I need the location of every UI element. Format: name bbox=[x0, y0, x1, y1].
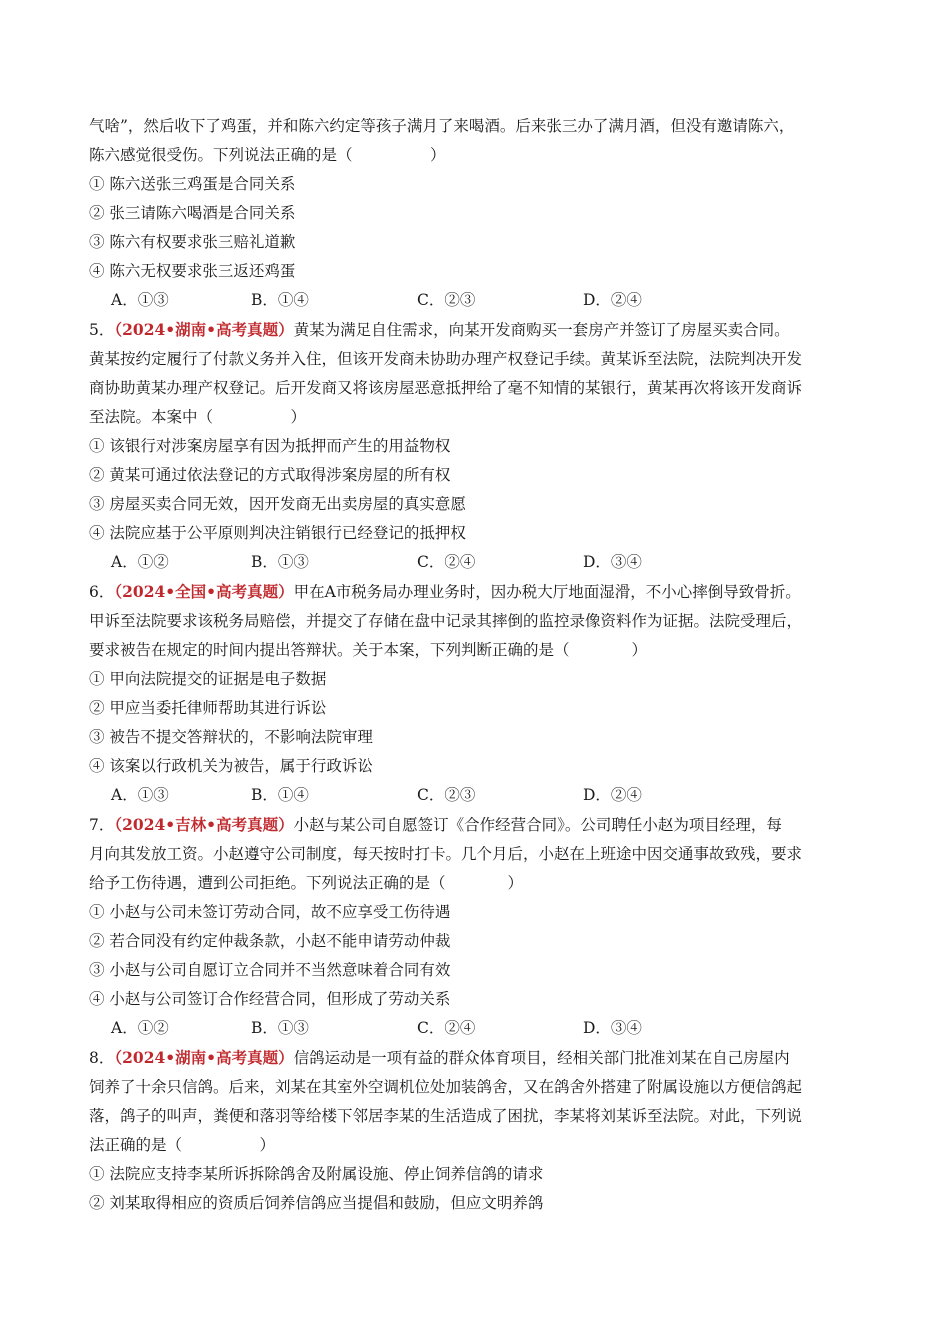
statement-item: ② 甲应当委托律师帮助其进行诉讼 bbox=[89, 699, 327, 717]
option-b[interactable]: B．①③ bbox=[251, 1019, 309, 1037]
question-number: 7． bbox=[89, 816, 115, 834]
answer-options bbox=[89, 286, 869, 315]
option-d[interactable]: D．③④ bbox=[583, 1019, 642, 1037]
question-stem-line: 法正确的是（ ） bbox=[89, 1136, 276, 1154]
question-stem-line: 气啥”，然后收下了鸡蛋，并和陈六约定等孩子满月了来喝酒。后来张三办了满月酒，但没有邀请陈六， bbox=[89, 117, 795, 135]
question-6 bbox=[89, 577, 869, 810]
statement-item: ③ 被告不提交答辩状的，不影响法院审理 bbox=[89, 728, 373, 746]
question-stem-first: 小赵与某公司自愿签订《合作经营合同》。公司聘任小赵为项目经理，每 bbox=[293, 816, 782, 834]
answer-options bbox=[89, 548, 869, 577]
statement-item: ③ 房屋买卖合同无效，因开发商无出卖房屋的真实意愿 bbox=[89, 495, 466, 513]
question-stem-line: 落，鸽子的叫声，粪便和落羽等给楼下邻居李某的生活造成了困扰，李某将刘某诉至法院。对此，下列说 bbox=[89, 1107, 803, 1125]
question-stem-first: 信鸽运动是一项有益的群众体育项目，经相关部门批准刘某在自己房屋内 bbox=[293, 1049, 790, 1067]
question-head bbox=[89, 1043, 869, 1073]
question-head bbox=[89, 315, 869, 345]
option-c[interactable]: C．②④ bbox=[417, 553, 476, 571]
option-c[interactable]: C．②④ bbox=[417, 1019, 476, 1037]
source-tag: （2024•吉林•高考真题） bbox=[114, 815, 294, 834]
option-d[interactable]: D．②④ bbox=[583, 291, 642, 309]
statement-item: ① 该银行对涉案房屋享有因为抵押而产生的用益物权 bbox=[89, 437, 451, 455]
option-d[interactable]: D．②④ bbox=[583, 786, 642, 804]
statement-item: ④ 小赵与公司签订合作经营合同，但形成了劳动关系 bbox=[89, 990, 451, 1008]
source-tag: （2024•全国•高考真题） bbox=[114, 582, 294, 601]
option-a[interactable]: A．①② bbox=[111, 1019, 169, 1037]
option-b[interactable]: B．①④ bbox=[251, 786, 309, 804]
option-c[interactable]: C．②③ bbox=[417, 786, 476, 804]
statement-item: ② 张三请陈六喝酒是合同关系 bbox=[89, 204, 296, 222]
statement-item: ② 刘某取得相应的资质后饲养信鸽应当提倡和鼓励，但应文明养鸽 bbox=[89, 1194, 544, 1212]
question-head bbox=[89, 577, 869, 607]
question-stem-line: 甲诉至法院要求该税务局赔偿，并提交了存储在盘中记录其摔倒的监控录像资料作为证据。法院受理后， bbox=[89, 612, 803, 630]
question-stem-line: 至法院。本案中（ ） bbox=[89, 408, 307, 426]
question-head bbox=[89, 810, 869, 840]
source-tag: （2024•湖南•高考真题） bbox=[114, 1048, 294, 1067]
question-number: 8． bbox=[89, 1049, 115, 1067]
option-b[interactable]: B．①④ bbox=[251, 291, 309, 309]
question-4 bbox=[89, 112, 869, 315]
question-stem-line: 陈六感觉很受伤。下列说法正确的是（ ） bbox=[89, 146, 446, 164]
statement-item: ④ 该案以行政机关为被告，属于行政诉讼 bbox=[89, 757, 373, 775]
statement-item: ② 若合同没有约定仲裁条款，小赵不能申请劳动仲裁 bbox=[89, 932, 451, 950]
option-a[interactable]: A．①② bbox=[111, 553, 169, 571]
question-7 bbox=[89, 810, 869, 1043]
question-stem-line: 给予工伤待遇，遭到公司拒绝。下列说法正确的是（ ） bbox=[89, 874, 524, 892]
statement-item: ① 陈六送张三鸡蛋是合同关系 bbox=[89, 175, 296, 193]
question-stem-line: 商协助黄某办理产权登记。后开发商又将该房屋恶意抵押给了毫不知情的某银行，黄某再次将该开发商诉 bbox=[89, 379, 803, 397]
option-a[interactable]: A．①③ bbox=[111, 291, 169, 309]
statement-item: ② 黄某可通过依法登记的方式取得涉案房屋的所有权 bbox=[89, 466, 451, 484]
statement-item: ① 小赵与公司未签订劳动合同，故不应享受工伤待遇 bbox=[89, 903, 451, 921]
option-c[interactable]: C．②③ bbox=[417, 291, 476, 309]
question-stem-line: 要求被告在规定的时间内提出答辩状。关于本案，下列判断正确的是（ ） bbox=[89, 641, 648, 659]
statement-item: ③ 小赵与公司自愿订立合同并不当然意味着合同有效 bbox=[89, 961, 451, 979]
question-number: 5． bbox=[89, 321, 115, 339]
statement-item: ③ 陈六有权要求张三赔礼道歉 bbox=[89, 233, 296, 251]
question-stem-line: 月向其发放工资。小赵遵守公司制度，每天按时打卡。几个月后，小赵在上班途中因交通事故致残，要求 bbox=[89, 845, 803, 863]
question-stem-line: 饲养了十余只信鸽。后来，刘某在其室外空调机位处加装鸽舍，又在鸽舍外搭建了附属设施以方便信鸽起 bbox=[89, 1078, 803, 1096]
question-5 bbox=[89, 315, 869, 577]
answer-options bbox=[89, 1014, 869, 1043]
statement-item: ① 甲向法院提交的证据是电子数据 bbox=[89, 670, 327, 688]
statement-item: ④ 法院应基于公平原则判决注销银行已经登记的抵押权 bbox=[89, 524, 466, 542]
question-list bbox=[89, 112, 869, 1218]
question-stem-first: 甲在A市税务局办理业务时，因办税大厅地面湿滑，不小心摔倒导致骨折。 bbox=[293, 583, 801, 601]
question-8 bbox=[89, 1043, 869, 1218]
question-stem-line: 黄某按约定履行了付款义务并入住，但该开发商未协助办理产权登记手续。黄某诉至法院，法院判决开发 bbox=[89, 350, 803, 368]
option-b[interactable]: B．①③ bbox=[251, 553, 309, 571]
option-a[interactable]: A．①③ bbox=[111, 786, 169, 804]
question-number: 6． bbox=[89, 583, 115, 601]
option-d[interactable]: D．③④ bbox=[583, 553, 642, 571]
statement-item: ① 法院应支持李某所诉拆除鸽舍及附属设施、停止饲养信鸽的请求 bbox=[89, 1165, 544, 1183]
statement-item: ④ 陈六无权要求张三返还鸡蛋 bbox=[89, 262, 296, 280]
question-stem-first: 黄某为满足自住需求，向某开发商购买一套房产并签订了房屋买卖合同。 bbox=[293, 321, 790, 339]
source-tag: （2024•湖南•高考真题） bbox=[114, 320, 294, 339]
answer-options bbox=[89, 781, 869, 810]
